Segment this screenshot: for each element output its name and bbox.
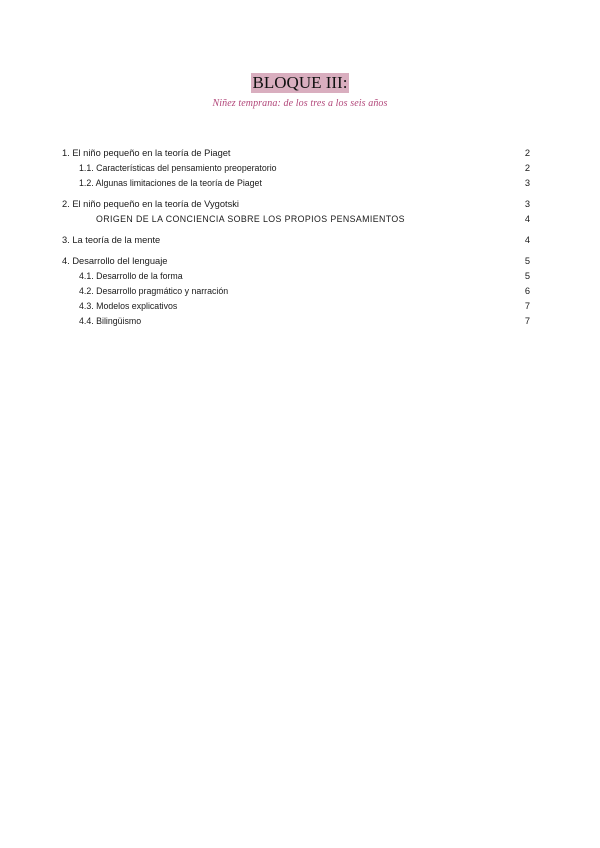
toc-entry-page: 3 (524, 178, 530, 188)
toc-entry-page: 4 (524, 214, 530, 224)
toc-entry-label: 4.3. Modelos explicativos (79, 301, 178, 311)
toc-entry[interactable] (62, 197, 530, 212)
toc-entry-page: 5 (524, 256, 530, 266)
toc-entry[interactable] (62, 146, 530, 161)
toc-entry[interactable] (62, 176, 530, 191)
toc-entry[interactable] (62, 284, 530, 299)
toc-entry-label: 3. La teoría de la mente (62, 235, 161, 245)
table-of-contents (62, 146, 530, 329)
toc-entry-page: 7 (524, 316, 530, 326)
toc-entry-label: 1.2. Algunas limitaciones de la teoría de Piaget (79, 178, 262, 188)
toc-entry-page: 3 (524, 199, 530, 209)
document-title: BLOQUE III: (252, 73, 348, 92)
toc-entry-label: 4. Desarrollo del lenguaje (62, 256, 168, 266)
toc-entry-page: 6 (524, 286, 530, 296)
toc-entry[interactable] (62, 269, 530, 284)
toc-entry-page: 2 (524, 163, 530, 173)
toc-entry-label: 1.1. Características del pensamiento preoperatorio (79, 163, 277, 173)
toc-entry-page: 7 (524, 301, 530, 311)
toc-entry-label: 4.1. Desarrollo de la forma (79, 271, 183, 281)
toc-entry[interactable] (62, 314, 530, 329)
toc-entry-label: 1. El niño pequeño en la teoría de Piaget (62, 148, 231, 158)
toc-entry-page: 2 (524, 148, 530, 158)
toc-entry[interactable] (62, 161, 530, 176)
toc-entry-label: 2. El niño pequeño en la teoría de Vygotski (62, 199, 239, 209)
toc-entry[interactable] (62, 233, 530, 248)
toc-entry[interactable] (62, 212, 530, 227)
toc-entry-page: 5 (524, 271, 530, 281)
toc-entry[interactable] (62, 254, 530, 269)
toc-entry-page: 4 (524, 235, 530, 245)
document-subtitle: Niñez temprana: de los tres a los seis años (212, 98, 388, 109)
toc-entry-label: ORIGEN DE LA CONCIENCIA SOBRE LOS PROPIOS PENSAMIENTOS (96, 214, 405, 224)
toc-entry-label: 4.2. Desarrollo pragmático y narración (79, 286, 229, 296)
title-container (0, 73, 600, 93)
toc-entry-label: 4.4. Bilingüismo (79, 316, 142, 326)
toc-entry[interactable] (62, 299, 530, 314)
